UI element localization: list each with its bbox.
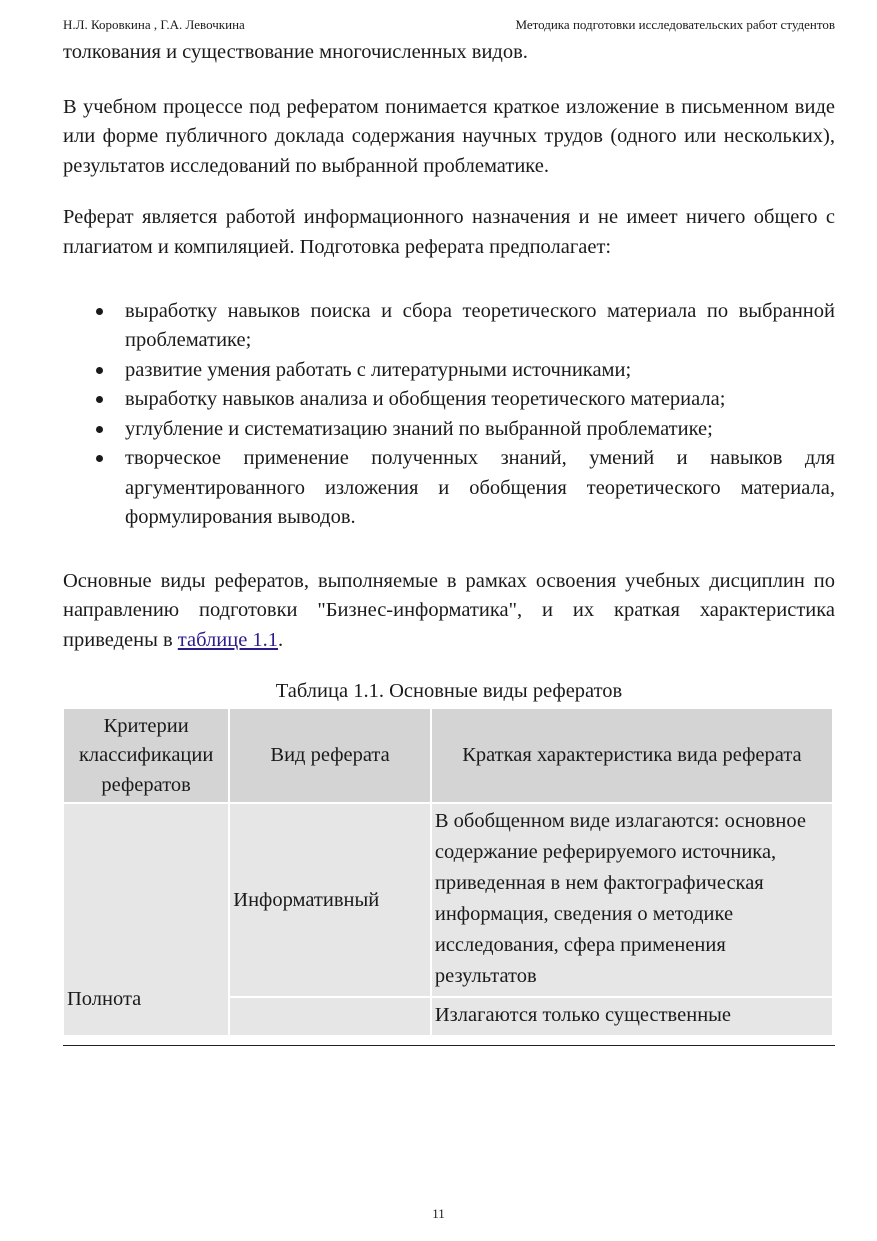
header-criteria: Критерии классификации рефератов: [64, 709, 228, 802]
table-container: [63, 707, 835, 1046]
list-item: [63, 297, 835, 356]
list-item: [63, 356, 835, 386]
list-item-text: выработку навыков анализа и обобщения теоретического материала;: [125, 388, 726, 411]
bullet-icon: [96, 396, 103, 403]
table-reference-link[interactable]: таблице 1.1: [177, 628, 279, 651]
abstracts-table: [63, 707, 834, 1037]
table-caption: Таблица 1.1. Основные виды рефератов: [275, 680, 623, 703]
header-type: Вид реферата: [230, 709, 430, 802]
bullet-icon: [96, 308, 103, 315]
bullet-icon: [96, 367, 103, 374]
page-number: 11: [432, 1206, 445, 1221]
list-item: [63, 385, 835, 415]
header-authors: Н.Л. Коровкина , Г.А. Левочкина: [63, 17, 245, 32]
table-row: [64, 804, 832, 996]
paragraph-end: .: [278, 628, 284, 651]
bullet-icon: [96, 455, 103, 462]
header-title: Методика подготовки исследовательских работ студентов: [515, 17, 835, 32]
header-description: Краткая характеристика вида реферата: [432, 709, 832, 802]
paragraph-continuation: толкования и существование многочисленных видов.: [63, 41, 528, 63]
table-header-row: [64, 709, 832, 802]
list-item: [63, 415, 835, 445]
paragraph-text: Основные виды рефератов, выполняемые в рамках освоения учебных дисциплин по направлению подготовки "Бизнес-информатика", и их краткая характеристика приведены в: [63, 569, 835, 651]
list-item-text: углубление и систематизацию знаний по выбранной проблематике;: [125, 417, 713, 440]
list-item: [63, 444, 835, 533]
paragraph-table-reference: [63, 567, 835, 656]
bullet-list: [63, 297, 835, 533]
page-content: [63, 38, 835, 1046]
cell-type: Информативный: [230, 804, 430, 996]
list-item-text: выработку навыков поиска и сбора теоретического материала по выбранной проблематике;: [125, 299, 835, 352]
list-item-text: творческое применение полученных знаний, умений и навыков для аргументированного изложения и обобщения теоретического материала, формулирования выводов.: [125, 447, 835, 529]
page-header: [63, 14, 835, 36]
cell-description: В обобщенном виде излагаются: основное содержание реферируемого источника, приведенная в нем фактографическая информация, сведения о методике исследования, сфера применения результатов: [432, 804, 832, 996]
cell-type: [230, 998, 430, 1035]
paragraph-definition: В учебном процессе под рефератом понимается краткое изложение в письменном виде или форме публичного доклада содержания научных трудов (одного или нескольких), результатов исследований по выбранной проблематике.: [63, 95, 835, 177]
paragraph-purpose: Реферат является работой информационного назначения и не имеет ничего общего с плагиатом и компиляцией. Подготовка реферата предполагает:: [63, 206, 835, 258]
cell-description: Излагаются только существенные: [432, 998, 832, 1035]
cell-criterion: Полнота: [64, 804, 228, 1035]
list-item-text: развитие умения работать с литературными источниками;: [125, 358, 632, 381]
bullet-icon: [96, 426, 103, 433]
